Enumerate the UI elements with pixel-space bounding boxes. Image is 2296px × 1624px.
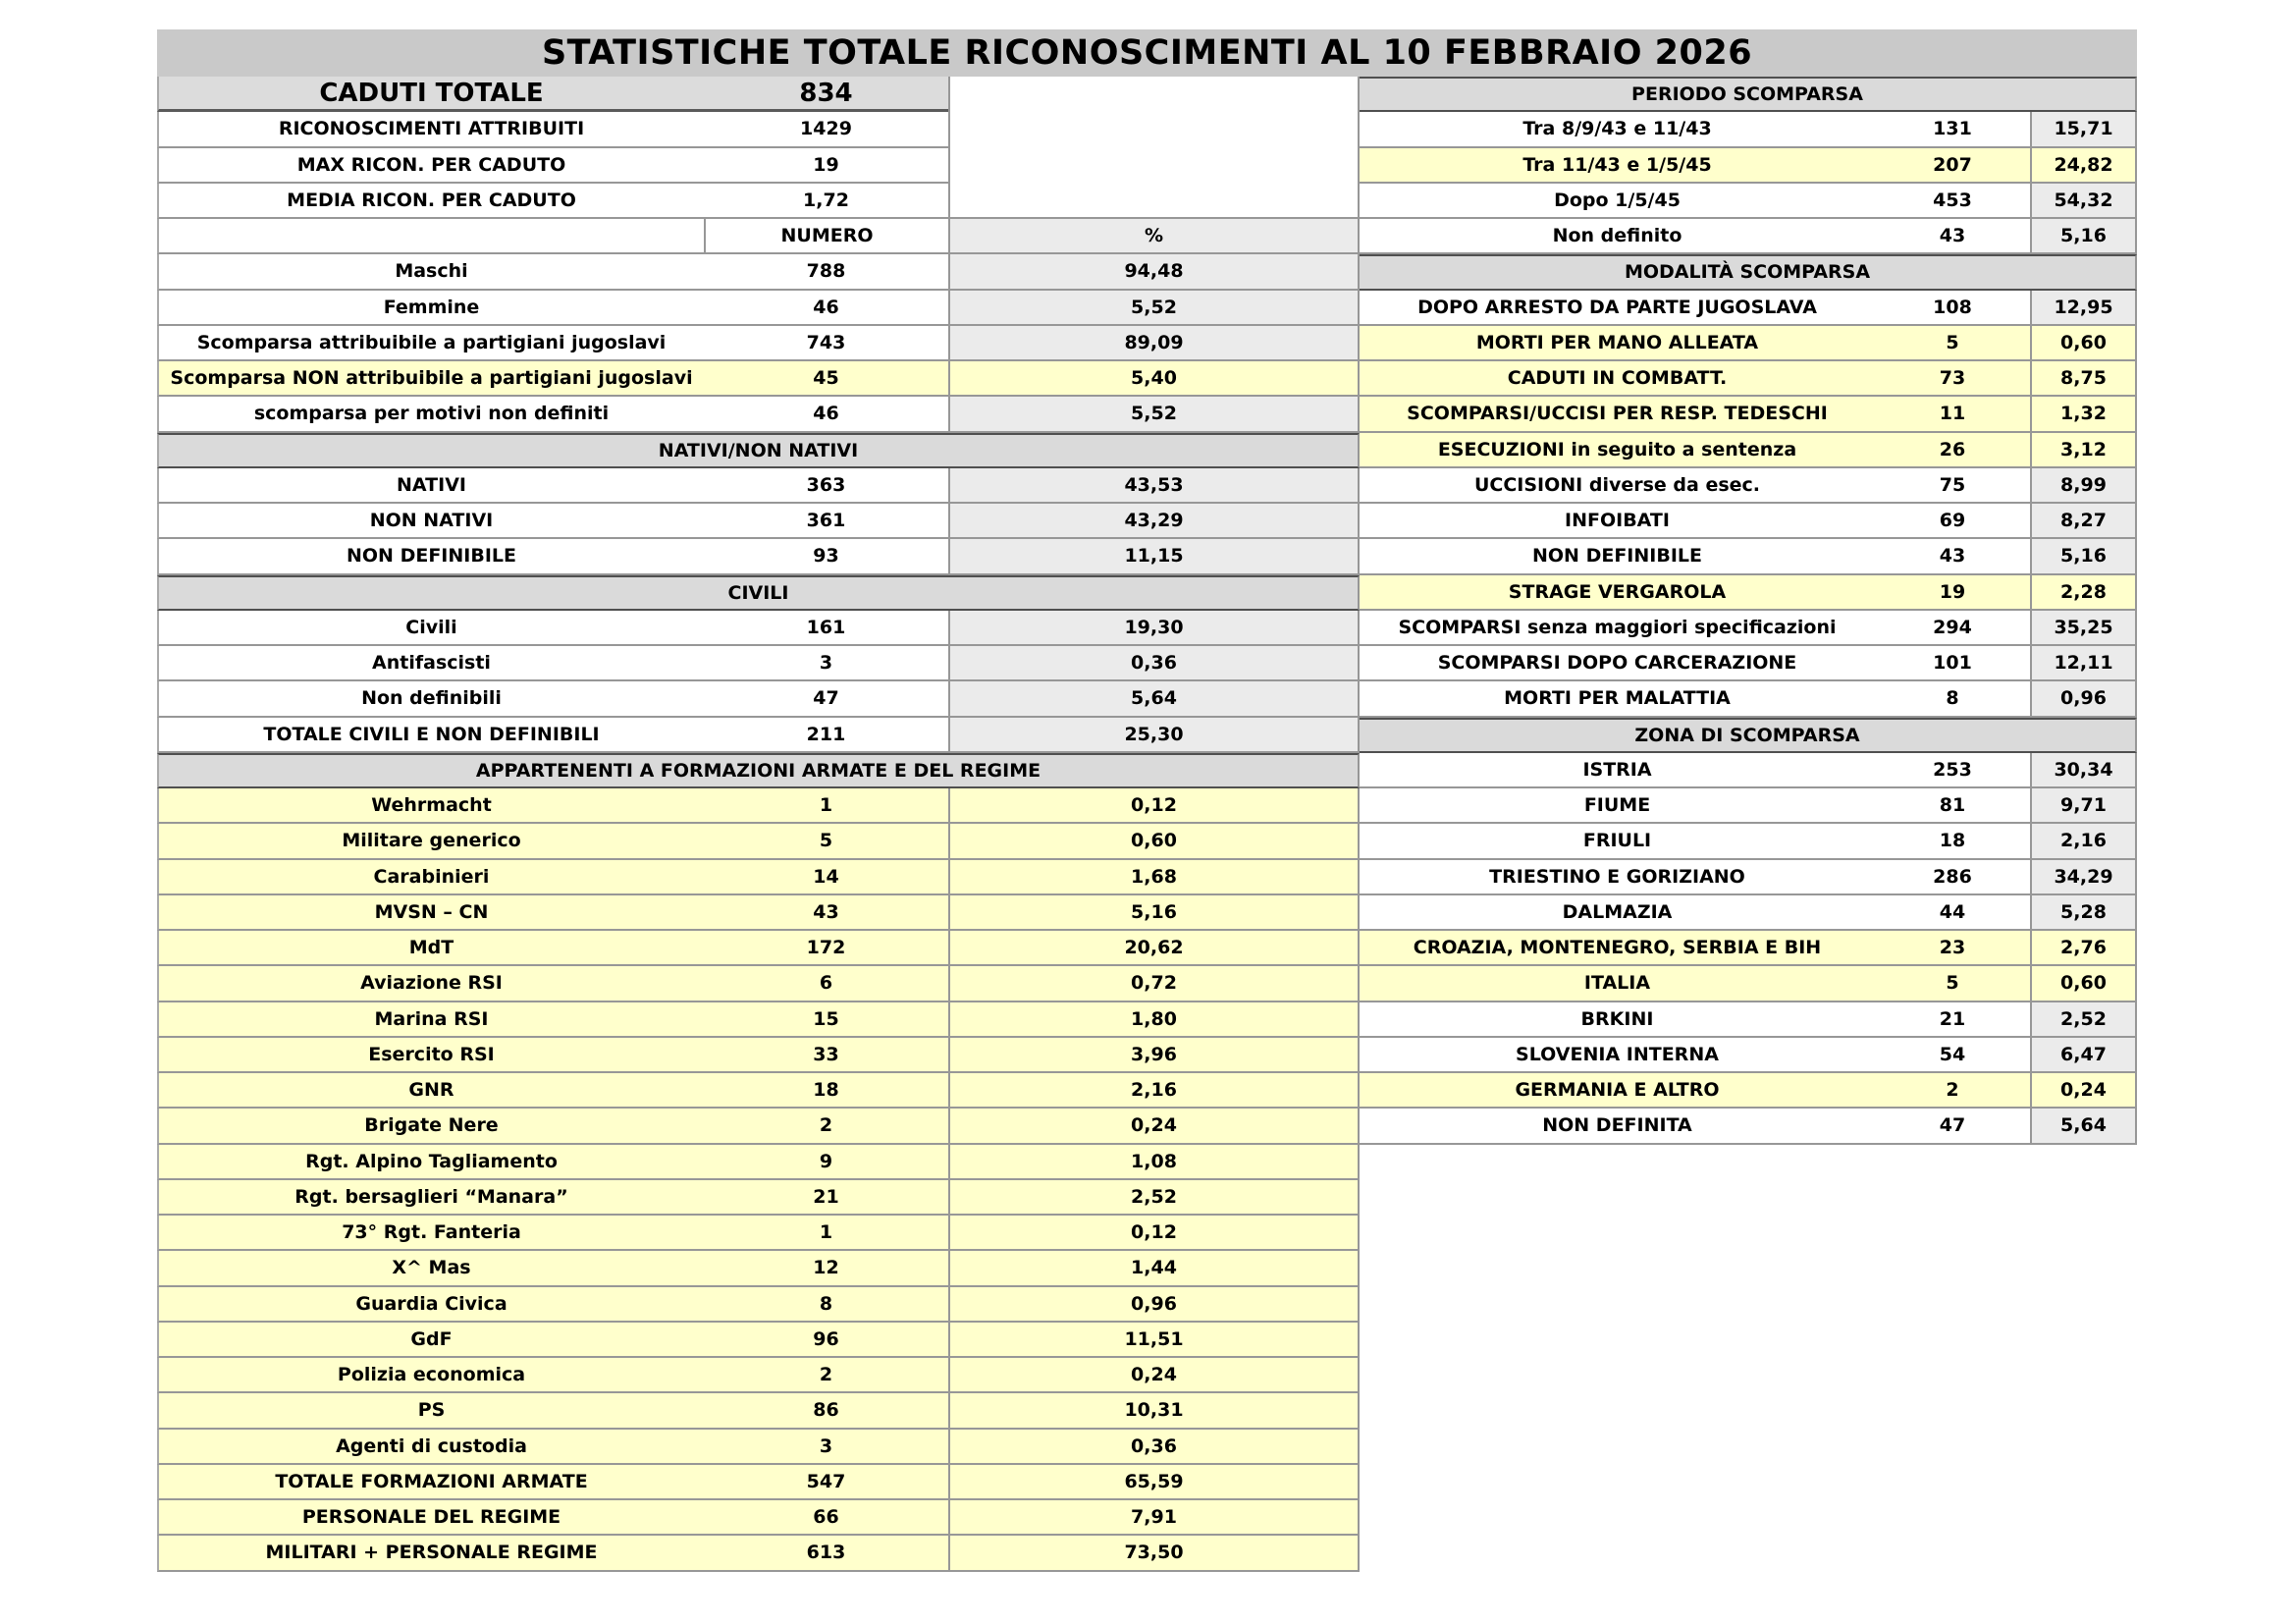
row-label: BRKINI [1360, 1002, 1875, 1038]
table-row [1360, 504, 2137, 539]
row-label: SCOMPARSI senza maggiori specificazioni [1360, 611, 1875, 646]
row-label: Rgt. Alpino Tagliamento [157, 1145, 704, 1180]
row-percent: 20,62 [948, 931, 1360, 966]
table-row [157, 860, 1360, 895]
row-label: Maschi [157, 254, 704, 290]
table-row [1360, 539, 2137, 574]
table-row [157, 1358, 1360, 1393]
table-row [157, 291, 1360, 326]
colhead-spacer [157, 219, 704, 254]
table-row [157, 1393, 1360, 1429]
row-number: 8 [1875, 681, 2030, 717]
row-percent: 11,15 [948, 539, 1360, 574]
table-row [157, 326, 1360, 361]
row-label: Agenti di custodia [157, 1430, 704, 1465]
row-percent: 2,76 [2030, 931, 2137, 966]
row-number: 363 [704, 468, 948, 504]
row-label: Non definito [1360, 219, 1875, 254]
row-label: CROAZIA, MONTENEGRO, SERBIA E BIH [1360, 931, 1875, 966]
section-header-row [1360, 254, 2137, 290]
summary-label: CADUTI TOTALE [157, 77, 704, 112]
row-label: Brigate Nere [157, 1109, 704, 1144]
row-label: scomparsa per motivi non definiti [157, 397, 704, 432]
row-number: 54 [1875, 1038, 2030, 1073]
table-row [157, 611, 1360, 646]
row-label: Guardia Civica [157, 1287, 704, 1323]
row-percent: 24,82 [2030, 148, 2137, 184]
row-number: 18 [1875, 824, 2030, 859]
row-label: Marina RSI [157, 1002, 704, 1038]
row-label: PERSONALE DEL REGIME [157, 1500, 704, 1536]
row-percent: 2,28 [2030, 575, 2137, 611]
row-percent: 0,60 [948, 824, 1360, 859]
row-number: 26 [1875, 433, 2030, 468]
table-row [157, 1002, 1360, 1038]
summary-label: RICONOSCIMENTI ATTRIBUITI [157, 112, 704, 147]
row-label: INFOIBATI [1360, 504, 1875, 539]
row-percent: 3,96 [948, 1038, 1360, 1073]
table-row [1360, 397, 2137, 432]
table-row [1360, 219, 2137, 254]
row-label: Rgt. bersaglieri “Manara” [157, 1180, 704, 1216]
table-row [157, 361, 1360, 397]
row-percent: 2,16 [2030, 824, 2137, 859]
row-percent: 11,51 [948, 1323, 1360, 1358]
empty-cell [948, 77, 1360, 112]
row-percent: 65,59 [948, 1465, 1360, 1500]
row-percent: 73,50 [948, 1536, 1360, 1571]
row-label: SLOVENIA INTERNA [1360, 1038, 1875, 1073]
row-number: 66 [704, 1500, 948, 1536]
row-label: Femmine [157, 291, 704, 326]
table-row [157, 1251, 1360, 1286]
row-percent: 19,30 [948, 611, 1360, 646]
table-row [1360, 788, 2137, 824]
row-percent: 0,96 [2030, 681, 2137, 717]
row-percent: 0,96 [948, 1287, 1360, 1323]
table-row [157, 788, 1360, 824]
row-label: MILITARI + PERSONALE REGIME [157, 1536, 704, 1571]
row-percent: 0,24 [2030, 1073, 2137, 1109]
summary-value: 834 [704, 77, 948, 112]
table-row [157, 1287, 1360, 1323]
row-label: PS [157, 1393, 704, 1429]
row-number: 172 [704, 931, 948, 966]
row-number: 101 [1875, 646, 2030, 681]
row-number: 96 [704, 1323, 948, 1358]
row-label: ESECUZIONI in seguito a sentenza [1360, 433, 1875, 468]
section-header-row [1360, 77, 2137, 112]
row-label: SCOMPARSI DOPO CARCERAZIONE [1360, 646, 1875, 681]
row-label: FRIULI [1360, 824, 1875, 859]
row-percent: 8,27 [2030, 504, 2137, 539]
section-header-row [157, 433, 1360, 468]
row-number: 294 [1875, 611, 2030, 646]
row-percent: 94,48 [948, 254, 1360, 290]
row-label: MORTI PER MALATTIA [1360, 681, 1875, 717]
table-row [157, 254, 1360, 290]
numero-column-header: NUMERO [704, 219, 948, 254]
row-percent: 43,53 [948, 468, 1360, 504]
row-label: NON DEFINIBILE [1360, 539, 1875, 574]
row-number: 47 [704, 681, 948, 717]
row-percent: 0,72 [948, 966, 1360, 1001]
row-percent: 5,40 [948, 361, 1360, 397]
row-number: 1 [704, 1216, 948, 1251]
row-number: 743 [704, 326, 948, 361]
summary-label: MEDIA RICON. PER CADUTO [157, 184, 704, 219]
section-header: ZONA DI SCOMPARSA [1360, 718, 2137, 753]
table-row [157, 1180, 1360, 1216]
row-number: 5 [704, 824, 948, 859]
row-number: 18 [704, 1073, 948, 1109]
section-header-row [157, 753, 1360, 788]
row-number: 93 [704, 539, 948, 574]
row-label: NATIVI [157, 468, 704, 504]
row-label: Wehrmacht [157, 788, 704, 824]
row-percent: 5,28 [2030, 895, 2137, 931]
table-row [1360, 753, 2137, 788]
row-label: Aviazione RSI [157, 966, 704, 1001]
row-label: UCCISIONI diverse da esec. [1360, 468, 1875, 504]
summary-row [157, 112, 1360, 147]
row-percent: 35,25 [2030, 611, 2137, 646]
row-percent: 0,60 [2030, 966, 2137, 1001]
row-label: Antifascisti [157, 646, 704, 681]
row-label: CADUTI IN COMBATT. [1360, 361, 1875, 397]
section-header: PERIODO SCOMPARSA [1360, 77, 2137, 112]
right-table [1360, 77, 2137, 1145]
row-number: 5 [1875, 966, 2030, 1001]
row-label: ISTRIA [1360, 753, 1875, 788]
row-percent: 0,60 [2030, 326, 2137, 361]
table-row [157, 718, 1360, 753]
row-label: Scomparsa NON attribuibile a partigiani jugoslavi [157, 361, 704, 397]
row-label: GERMANIA E ALTRO [1360, 1073, 1875, 1109]
row-number: 207 [1875, 148, 2030, 184]
percent-column-header: % [948, 219, 1360, 254]
row-percent: 1,44 [948, 1251, 1360, 1286]
row-label: GNR [157, 1073, 704, 1109]
row-percent: 25,30 [948, 718, 1360, 753]
table-row [1360, 361, 2137, 397]
empty-cell [948, 148, 1360, 184]
row-number: 9 [704, 1145, 948, 1180]
table-row [157, 1038, 1360, 1073]
row-label: STRAGE VERGAROLA [1360, 575, 1875, 611]
table-row [157, 1465, 1360, 1500]
row-number: 46 [704, 291, 948, 326]
table-row [1360, 1002, 2137, 1038]
row-percent: 0,36 [948, 646, 1360, 681]
row-label: TOTALE FORMAZIONI ARMATE [157, 1465, 704, 1500]
row-label: GdF [157, 1323, 704, 1358]
table-row [1360, 931, 2137, 966]
row-percent: 8,75 [2030, 361, 2137, 397]
row-number: 69 [1875, 504, 2030, 539]
row-label: Carabinieri [157, 860, 704, 895]
table-row [1360, 291, 2137, 326]
table-row [1360, 1038, 2137, 1073]
table-row [1360, 646, 2137, 681]
row-percent: 10,31 [948, 1393, 1360, 1429]
row-number: 12 [704, 1251, 948, 1286]
row-number: 81 [1875, 788, 2030, 824]
row-label: MdT [157, 931, 704, 966]
summary-value: 1,72 [704, 184, 948, 219]
row-percent: 0,12 [948, 788, 1360, 824]
table-row [1360, 148, 2137, 184]
row-label: Civili [157, 611, 704, 646]
row-label: NON DEFINITA [1360, 1109, 1875, 1144]
row-label: X^ Mas [157, 1251, 704, 1286]
table-row [1360, 112, 2137, 147]
row-number: 547 [704, 1465, 948, 1500]
row-label: MORTI PER MANO ALLEATA [1360, 326, 1875, 361]
table-row [157, 539, 1360, 574]
row-percent: 3,12 [2030, 433, 2137, 468]
row-percent: 6,47 [2030, 1038, 2137, 1073]
table-row [157, 504, 1360, 539]
row-number: 2 [1875, 1073, 2030, 1109]
table-row [1360, 468, 2137, 504]
row-percent: 7,91 [948, 1500, 1360, 1536]
row-label: Non definibili [157, 681, 704, 717]
row-percent: 43,29 [948, 504, 1360, 539]
row-label: DALMAZIA [1360, 895, 1875, 931]
row-percent: 5,52 [948, 291, 1360, 326]
table-row [157, 1216, 1360, 1251]
row-label: NON NATIVI [157, 504, 704, 539]
row-percent: 5,16 [2030, 219, 2137, 254]
table-row [1360, 1073, 2137, 1109]
row-number: 21 [704, 1180, 948, 1216]
row-number: 33 [704, 1038, 948, 1073]
row-number: 3 [704, 1430, 948, 1465]
row-percent: 1,68 [948, 860, 1360, 895]
row-number: 44 [1875, 895, 2030, 931]
row-label: Dopo 1/5/45 [1360, 184, 1875, 219]
row-number: 47 [1875, 1109, 2030, 1144]
row-number: 19 [1875, 575, 2030, 611]
row-number: 46 [704, 397, 948, 432]
row-percent: 1,32 [2030, 397, 2137, 432]
row-number: 86 [704, 1393, 948, 1429]
row-percent: 5,16 [948, 895, 1360, 931]
summary-row [157, 77, 1360, 112]
empty-cell [948, 184, 1360, 219]
table-row [1360, 575, 2137, 611]
row-label: MVSN – CN [157, 895, 704, 931]
table-row [157, 966, 1360, 1001]
summary-row [157, 148, 1360, 184]
row-label: 73° Rgt. Fanteria [157, 1216, 704, 1251]
table-row [1360, 184, 2137, 219]
table-row [157, 1145, 1360, 1180]
row-label: Polizia economica [157, 1358, 704, 1393]
table-row [1360, 895, 2137, 931]
section-header-row [1360, 718, 2137, 753]
section-header: NATIVI/NON NATIVI [157, 433, 1360, 468]
row-number: 286 [1875, 860, 2030, 895]
row-percent: 0,36 [948, 1430, 1360, 1465]
section-header-row [157, 575, 1360, 611]
row-label: ITALIA [1360, 966, 1875, 1001]
row-percent: 9,71 [2030, 788, 2137, 824]
row-percent: 15,71 [2030, 112, 2137, 147]
row-label: FIUME [1360, 788, 1875, 824]
row-percent: 5,64 [2030, 1109, 2137, 1144]
row-number: 253 [1875, 753, 2030, 788]
row-number: 11 [1875, 397, 2030, 432]
table-row [157, 646, 1360, 681]
column-header-row [157, 219, 1360, 254]
row-percent: 0,12 [948, 1216, 1360, 1251]
section-header: MODALITÀ SCOMPARSA [1360, 254, 2137, 290]
row-label: Scomparsa attribuibile a partigiani jugoslavi [157, 326, 704, 361]
summary-label: MAX RICON. PER CADUTO [157, 148, 704, 184]
row-label: TRIESTINO E GORIZIANO [1360, 860, 1875, 895]
row-percent: 1,80 [948, 1002, 1360, 1038]
row-percent: 5,52 [948, 397, 1360, 432]
row-number: 45 [704, 361, 948, 397]
table-row [157, 1073, 1360, 1109]
table-row [157, 1323, 1360, 1358]
summary-value: 19 [704, 148, 948, 184]
row-label: Tra 8/9/43 e 11/43 [1360, 112, 1875, 147]
row-number: 1 [704, 788, 948, 824]
row-number: 2 [704, 1358, 948, 1393]
row-label: DOPO ARRESTO DA PARTE JUGOSLAVA [1360, 291, 1875, 326]
section-header: CIVILI [157, 575, 1360, 611]
row-number: 6 [704, 966, 948, 1001]
row-number: 43 [1875, 539, 2030, 574]
summary-row [157, 184, 1360, 219]
row-number: 43 [704, 895, 948, 931]
row-label: SCOMPARSI/UCCISI PER RESP. TEDESCHI [1360, 397, 1875, 432]
row-number: 788 [704, 254, 948, 290]
left-table [157, 77, 1360, 1572]
row-number: 613 [704, 1536, 948, 1571]
table-row [1360, 433, 2137, 468]
row-number: 15 [704, 1002, 948, 1038]
row-percent: 1,08 [948, 1145, 1360, 1180]
table-row [157, 1500, 1360, 1536]
row-number: 14 [704, 860, 948, 895]
row-label: Tra 11/43 e 1/5/45 [1360, 148, 1875, 184]
row-number: 161 [704, 611, 948, 646]
table-row [1360, 824, 2137, 859]
table-row [157, 895, 1360, 931]
table-row [157, 397, 1360, 432]
row-number: 23 [1875, 931, 2030, 966]
row-number: 75 [1875, 468, 2030, 504]
row-percent: 12,11 [2030, 646, 2137, 681]
row-percent: 89,09 [948, 326, 1360, 361]
row-label: TOTALE CIVILI E NON DEFINIBILI [157, 718, 704, 753]
row-number: 361 [704, 504, 948, 539]
row-number: 21 [1875, 1002, 2030, 1038]
row-percent: 12,95 [2030, 291, 2137, 326]
row-percent: 30,34 [2030, 753, 2137, 788]
table-row [157, 824, 1360, 859]
row-percent: 2,16 [948, 1073, 1360, 1109]
row-label: Esercito RSI [157, 1038, 704, 1073]
table-row [1360, 860, 2137, 895]
row-number: 131 [1875, 112, 2030, 147]
table-row [157, 468, 1360, 504]
section-header: APPARTENENTI A FORMAZIONI ARMATE E DEL REGIME [157, 753, 1360, 788]
table-row [1360, 611, 2137, 646]
table-row [1360, 681, 2137, 717]
row-percent: 34,29 [2030, 860, 2137, 895]
row-percent: 2,52 [2030, 1002, 2137, 1038]
table-row [157, 1109, 1360, 1144]
table-row [1360, 326, 2137, 361]
row-number: 2 [704, 1109, 948, 1144]
row-percent: 8,99 [2030, 468, 2137, 504]
row-number: 211 [704, 718, 948, 753]
table-row [157, 681, 1360, 717]
table-row [157, 931, 1360, 966]
row-label: NON DEFINIBILE [157, 539, 704, 574]
empty-cell [948, 112, 1360, 147]
row-number: 8 [704, 1287, 948, 1323]
row-number: 73 [1875, 361, 2030, 397]
row-number: 43 [1875, 219, 2030, 254]
summary-value: 1429 [704, 112, 948, 147]
row-number: 453 [1875, 184, 2030, 219]
row-percent: 0,24 [948, 1109, 1360, 1144]
row-percent: 2,52 [948, 1180, 1360, 1216]
row-number: 5 [1875, 326, 2030, 361]
row-percent: 5,16 [2030, 539, 2137, 574]
row-percent: 54,32 [2030, 184, 2137, 219]
row-number: 108 [1875, 291, 2030, 326]
table-row [157, 1430, 1360, 1465]
row-percent: 0,24 [948, 1358, 1360, 1393]
table-row [157, 1536, 1360, 1571]
row-number: 3 [704, 646, 948, 681]
page-title: STATISTICHE TOTALE RICONOSCIMENTI AL 10 FEBBRAIO 2026 [157, 29, 2137, 77]
row-percent: 5,64 [948, 681, 1360, 717]
table-row [1360, 1109, 2137, 1144]
row-label: Militare generico [157, 824, 704, 859]
table-row [1360, 966, 2137, 1001]
